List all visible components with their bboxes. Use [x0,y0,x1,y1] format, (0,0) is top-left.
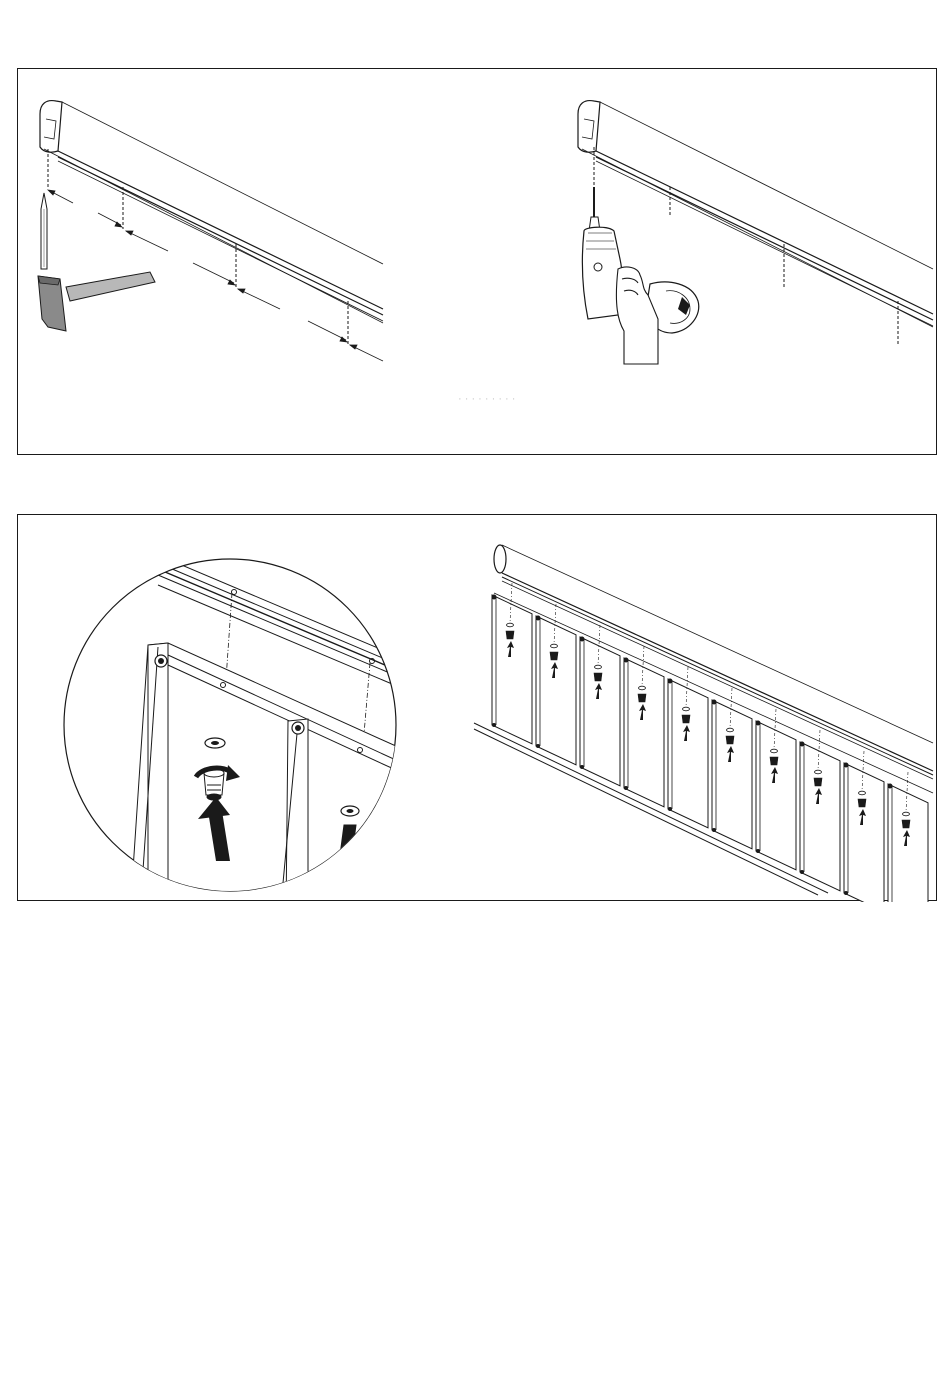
washer-icon [595,665,602,669]
washer-icon [859,791,866,795]
fixing-icon [550,652,558,660]
measurement-arrows [48,190,383,361]
washer-icon [815,770,822,774]
washer-icon [639,686,646,690]
top-panel-illustrations [18,69,938,456]
washer-icon [727,728,734,732]
overview-screen-panel [536,604,577,765]
fixing-icon [682,715,690,723]
faint-caption: · · · · · · · · · [458,393,516,405]
fixing-icon [770,757,778,765]
washer-icon [507,623,514,627]
overview-screen-panel [580,625,621,786]
fixing-icon [858,799,866,807]
fixing-icon [638,694,646,702]
bottom-panel-illustrations [18,515,938,902]
washer-icon [771,749,778,753]
fixing-icon [506,631,514,639]
overview-screen-panel [888,772,929,902]
overview-screen-panel [668,667,709,828]
overview-screen-panel [800,730,841,891]
center-punch-icon [41,193,47,269]
hand-icon [616,267,658,364]
fixing-icon [726,736,734,744]
hammer-icon [38,272,155,331]
bottom-instruction-panel [17,514,937,901]
top-instruction-panel [17,68,937,455]
overview-screen-panel [712,688,753,849]
washer-icon [551,644,558,648]
washer-icon [683,707,690,711]
washer-icon [903,812,910,816]
fixing-icon [902,820,910,828]
overview-screen-panel [844,751,885,902]
overview-screen-panel [756,709,797,870]
overview-screen-panel [624,646,665,807]
fixing-icon [814,778,822,786]
fixing-icon [594,673,602,681]
